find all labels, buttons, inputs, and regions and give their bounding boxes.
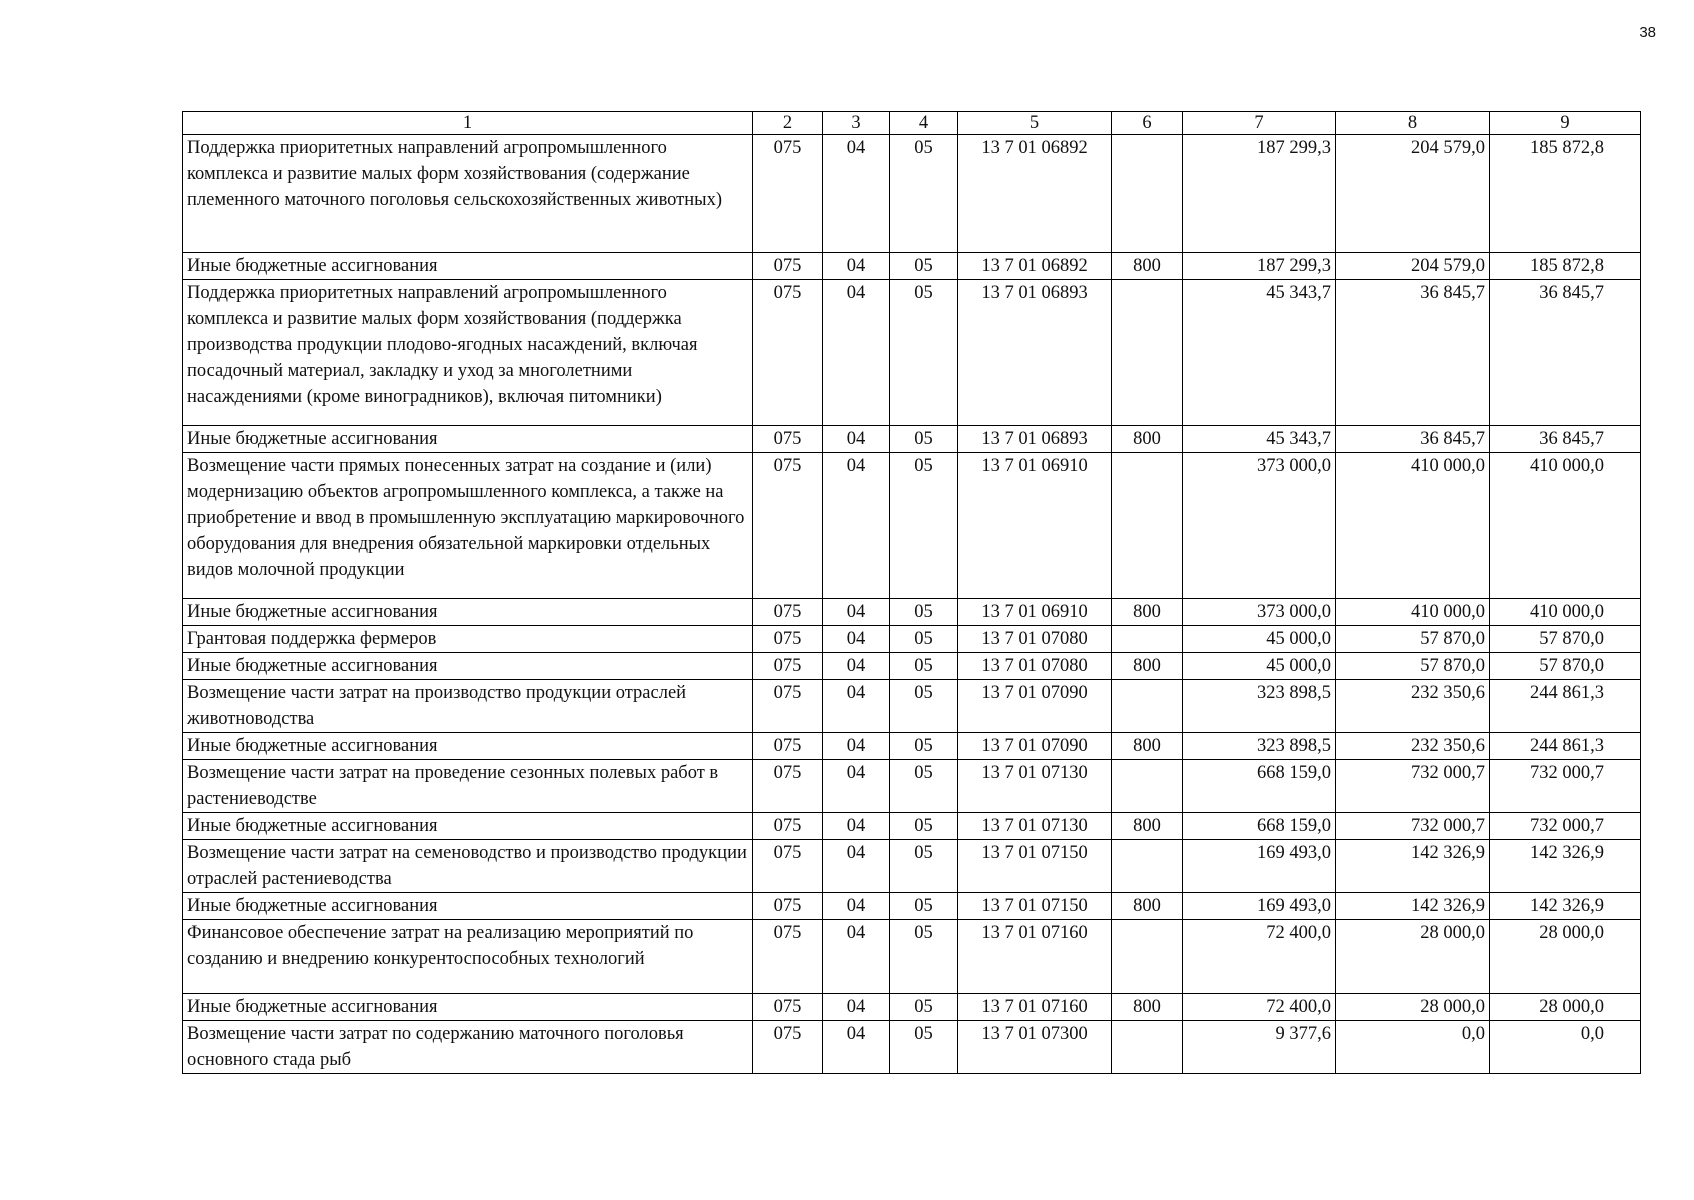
row-value-8-cell: 732 000,7 <box>1336 813 1490 840</box>
row-code-5-cell: 13 7 01 07130 <box>958 760 1112 813</box>
row-code-2-cell: 075 <box>753 453 823 599</box>
table-row <box>183 135 1641 253</box>
row-code-5-cell: 13 7 01 06910 <box>958 453 1112 599</box>
row-value-8-cell: 142 326,9 <box>1336 893 1490 920</box>
row-value-7-cell: 323 898,5 <box>1183 733 1336 760</box>
row-value-9-cell: 732 000,7 <box>1490 813 1641 840</box>
row-value-7-cell: 45 343,7 <box>1183 426 1336 453</box>
row-value-9-cell: 28 000,0 <box>1490 994 1641 1021</box>
row-code-2-cell: 075 <box>753 253 823 280</box>
row-code-6-cell <box>1112 840 1183 893</box>
row-code-6-cell: 800 <box>1112 733 1183 760</box>
row-code-2-cell: 075 <box>753 920 823 994</box>
table-row <box>183 680 1641 733</box>
table-row <box>183 733 1641 760</box>
column-header-3: 3 <box>823 112 890 135</box>
table-body <box>183 135 1641 1074</box>
row-code-6-cell <box>1112 680 1183 733</box>
row-name-cell: Иные бюджетные ассигнования <box>183 599 753 626</box>
row-value-8-cell: 36 845,7 <box>1336 426 1490 453</box>
table-row <box>183 453 1641 599</box>
row-value-7-cell: 668 159,0 <box>1183 813 1336 840</box>
row-name-cell: Возмещение части затрат на семеноводство и производство продукции отраслей растениеводства <box>183 840 753 893</box>
row-code-2-cell: 075 <box>753 426 823 453</box>
row-value-9-cell: 410 000,0 <box>1490 453 1641 599</box>
column-header-2: 2 <box>753 112 823 135</box>
row-value-9-cell: 57 870,0 <box>1490 626 1641 653</box>
table-row <box>183 1021 1641 1074</box>
row-code-2-cell: 075 <box>753 1021 823 1074</box>
row-code-2-cell: 075 <box>753 994 823 1021</box>
row-code-4-cell: 05 <box>890 840 958 893</box>
row-code-6-cell <box>1112 135 1183 253</box>
row-value-8-cell: 232 350,6 <box>1336 680 1490 733</box>
row-code-3-cell: 04 <box>823 840 890 893</box>
row-name-cell: Грантовая поддержка фермеров <box>183 626 753 653</box>
row-code-4-cell: 05 <box>890 135 958 253</box>
row-code-3-cell: 04 <box>823 680 890 733</box>
row-code-5-cell: 13 7 01 06893 <box>958 280 1112 426</box>
row-value-8-cell: 204 579,0 <box>1336 253 1490 280</box>
table-row <box>183 920 1641 994</box>
row-value-7-cell: 187 299,3 <box>1183 253 1336 280</box>
column-header-9: 9 <box>1490 112 1641 135</box>
page-number: 38 <box>1639 24 1656 41</box>
row-code-5-cell: 13 7 01 07300 <box>958 1021 1112 1074</box>
row-name-cell: Возмещение части затрат по содержанию маточного поголовья основного стада рыб <box>183 1021 753 1074</box>
row-name-cell: Возмещение части затрат на производство продукции отраслей животноводства <box>183 680 753 733</box>
table-row <box>183 599 1641 626</box>
row-code-6-cell: 800 <box>1112 893 1183 920</box>
row-code-5-cell: 13 7 01 07080 <box>958 653 1112 680</box>
row-code-5-cell: 13 7 01 06892 <box>958 253 1112 280</box>
row-value-9-cell: 142 326,9 <box>1490 840 1641 893</box>
row-value-7-cell: 373 000,0 <box>1183 599 1336 626</box>
table-row <box>183 813 1641 840</box>
row-code-4-cell: 05 <box>890 760 958 813</box>
row-code-2-cell: 075 <box>753 599 823 626</box>
row-code-4-cell: 05 <box>890 994 958 1021</box>
row-code-4-cell: 05 <box>890 599 958 626</box>
row-value-7-cell: 45 000,0 <box>1183 653 1336 680</box>
row-code-5-cell: 13 7 01 07150 <box>958 893 1112 920</box>
row-code-2-cell: 075 <box>753 680 823 733</box>
row-code-5-cell: 13 7 01 06893 <box>958 426 1112 453</box>
row-code-3-cell: 04 <box>823 733 890 760</box>
row-code-5-cell: 13 7 01 06910 <box>958 599 1112 626</box>
table-row <box>183 760 1641 813</box>
row-code-5-cell: 13 7 01 06892 <box>958 135 1112 253</box>
row-code-4-cell: 05 <box>890 280 958 426</box>
row-name-cell: Иные бюджетные ассигнования <box>183 253 753 280</box>
row-code-5-cell: 13 7 01 07080 <box>958 626 1112 653</box>
row-name-cell: Иные бюджетные ассигнования <box>183 426 753 453</box>
row-value-7-cell: 668 159,0 <box>1183 760 1336 813</box>
row-value-7-cell: 72 400,0 <box>1183 920 1336 994</box>
row-code-3-cell: 04 <box>823 599 890 626</box>
row-code-5-cell: 13 7 01 07160 <box>958 920 1112 994</box>
row-value-7-cell: 9 377,6 <box>1183 1021 1336 1074</box>
row-code-4-cell: 05 <box>890 733 958 760</box>
row-code-6-cell <box>1112 280 1183 426</box>
row-name-cell: Возмещение части прямых понесенных затрат на создание и (или) модернизацию объектов агропромышленного комплекса, а также на приобретение и ввод в промышленную эксплуатацию маркировочного оборудования для внедрения обязательной маркировки отдельных видов молочной продукции <box>183 453 753 599</box>
row-code-6-cell <box>1112 453 1183 599</box>
row-value-8-cell: 57 870,0 <box>1336 653 1490 680</box>
row-value-8-cell: 410 000,0 <box>1336 453 1490 599</box>
table-row <box>183 994 1641 1021</box>
row-code-6-cell <box>1112 760 1183 813</box>
row-value-9-cell: 244 861,3 <box>1490 733 1641 760</box>
row-code-5-cell: 13 7 01 07150 <box>958 840 1112 893</box>
row-code-6-cell: 800 <box>1112 599 1183 626</box>
row-code-4-cell: 05 <box>890 1021 958 1074</box>
row-value-7-cell: 373 000,0 <box>1183 453 1336 599</box>
row-value-7-cell: 72 400,0 <box>1183 994 1336 1021</box>
row-value-9-cell: 185 872,8 <box>1490 253 1641 280</box>
row-code-6-cell: 800 <box>1112 653 1183 680</box>
row-value-8-cell: 36 845,7 <box>1336 280 1490 426</box>
row-value-7-cell: 45 343,7 <box>1183 280 1336 426</box>
row-name-cell: Иные бюджетные ассигнования <box>183 893 753 920</box>
row-value-9-cell: 0,0 <box>1490 1021 1641 1074</box>
row-code-5-cell: 13 7 01 07160 <box>958 994 1112 1021</box>
row-code-4-cell: 05 <box>890 813 958 840</box>
row-code-2-cell: 075 <box>753 813 823 840</box>
row-name-cell: Иные бюджетные ассигнования <box>183 733 753 760</box>
row-code-2-cell: 075 <box>753 653 823 680</box>
row-name-cell: Поддержка приоритетных направлений агропромышленного комплекса и развитие малых форм хозяйствования (содержание племенного маточного поголовья сельскохозяйственных животных) <box>183 135 753 253</box>
row-code-6-cell <box>1112 920 1183 994</box>
row-value-8-cell: 142 326,9 <box>1336 840 1490 893</box>
column-header-8: 8 <box>1336 112 1490 135</box>
row-code-3-cell: 04 <box>823 626 890 653</box>
row-code-4-cell: 05 <box>890 253 958 280</box>
row-value-8-cell: 732 000,7 <box>1336 760 1490 813</box>
row-code-4-cell: 05 <box>890 653 958 680</box>
row-code-6-cell: 800 <box>1112 426 1183 453</box>
row-code-2-cell: 075 <box>753 760 823 813</box>
row-value-7-cell: 169 493,0 <box>1183 893 1336 920</box>
row-code-3-cell: 04 <box>823 426 890 453</box>
row-value-7-cell: 45 000,0 <box>1183 626 1336 653</box>
row-value-8-cell: 28 000,0 <box>1336 920 1490 994</box>
row-code-6-cell: 800 <box>1112 253 1183 280</box>
row-value-8-cell: 57 870,0 <box>1336 626 1490 653</box>
row-value-9-cell: 732 000,7 <box>1490 760 1641 813</box>
row-code-3-cell: 04 <box>823 893 890 920</box>
row-code-2-cell: 075 <box>753 626 823 653</box>
row-name-cell: Финансовое обеспечение затрат на реализацию мероприятий по созданию и внедрению конкурентоспособных технологий <box>183 920 753 994</box>
row-code-2-cell: 075 <box>753 733 823 760</box>
row-value-8-cell: 410 000,0 <box>1336 599 1490 626</box>
column-header-6: 6 <box>1112 112 1183 135</box>
row-value-9-cell: 185 872,8 <box>1490 135 1641 253</box>
row-code-2-cell: 075 <box>753 280 823 426</box>
budget-table <box>182 111 1641 1074</box>
row-code-3-cell: 04 <box>823 994 890 1021</box>
row-name-cell: Иные бюджетные ассигнования <box>183 653 753 680</box>
row-code-4-cell: 05 <box>890 453 958 599</box>
row-value-8-cell: 232 350,6 <box>1336 733 1490 760</box>
row-code-3-cell: 04 <box>823 280 890 426</box>
row-code-3-cell: 04 <box>823 135 890 253</box>
row-code-4-cell: 05 <box>890 893 958 920</box>
table-row <box>183 840 1641 893</box>
column-header-7: 7 <box>1183 112 1336 135</box>
row-value-7-cell: 187 299,3 <box>1183 135 1336 253</box>
row-value-9-cell: 410 000,0 <box>1490 599 1641 626</box>
row-code-2-cell: 075 <box>753 840 823 893</box>
row-code-3-cell: 04 <box>823 920 890 994</box>
row-code-3-cell: 04 <box>823 253 890 280</box>
row-code-6-cell <box>1112 1021 1183 1074</box>
row-code-5-cell: 13 7 01 07090 <box>958 733 1112 760</box>
table-row <box>183 280 1641 426</box>
row-code-4-cell: 05 <box>890 626 958 653</box>
row-code-4-cell: 05 <box>890 680 958 733</box>
row-code-3-cell: 04 <box>823 1021 890 1074</box>
row-value-9-cell: 28 000,0 <box>1490 920 1641 994</box>
column-header-4: 4 <box>890 112 958 135</box>
table-row <box>183 893 1641 920</box>
row-code-4-cell: 05 <box>890 426 958 453</box>
row-code-3-cell: 04 <box>823 453 890 599</box>
table-row <box>183 653 1641 680</box>
row-value-9-cell: 36 845,7 <box>1490 280 1641 426</box>
row-value-9-cell: 36 845,7 <box>1490 426 1641 453</box>
row-code-6-cell <box>1112 626 1183 653</box>
row-code-6-cell: 800 <box>1112 994 1183 1021</box>
row-value-8-cell: 0,0 <box>1336 1021 1490 1074</box>
table-row <box>183 426 1641 453</box>
row-value-9-cell: 57 870,0 <box>1490 653 1641 680</box>
row-code-3-cell: 04 <box>823 813 890 840</box>
row-name-cell: Поддержка приоритетных направлений агропромышленного комплекса и развитие малых форм хозяйствования (поддержка производства продукции плодово-ягодных насаждений, включая посадочный материал, закладку и уход за многолетними насаждениями (кроме виноградников), включая питомники) <box>183 280 753 426</box>
row-code-5-cell: 13 7 01 07130 <box>958 813 1112 840</box>
row-code-5-cell: 13 7 01 07090 <box>958 680 1112 733</box>
row-value-8-cell: 28 000,0 <box>1336 994 1490 1021</box>
column-header-5: 5 <box>958 112 1112 135</box>
table-row <box>183 626 1641 653</box>
row-code-6-cell: 800 <box>1112 813 1183 840</box>
row-value-9-cell: 244 861,3 <box>1490 680 1641 733</box>
row-value-8-cell: 204 579,0 <box>1336 135 1490 253</box>
row-value-7-cell: 169 493,0 <box>1183 840 1336 893</box>
row-value-7-cell: 323 898,5 <box>1183 680 1336 733</box>
column-header-1: 1 <box>183 112 753 135</box>
row-name-cell: Иные бюджетные ассигнования <box>183 994 753 1021</box>
row-name-cell: Иные бюджетные ассигнования <box>183 813 753 840</box>
row-code-4-cell: 05 <box>890 920 958 994</box>
row-code-2-cell: 075 <box>753 135 823 253</box>
row-code-3-cell: 04 <box>823 653 890 680</box>
table-row <box>183 253 1641 280</box>
row-code-2-cell: 075 <box>753 893 823 920</box>
row-code-3-cell: 04 <box>823 760 890 813</box>
header-row <box>183 112 1641 135</box>
row-name-cell: Возмещение части затрат на проведение сезонных полевых работ в растениеводстве <box>183 760 753 813</box>
row-value-9-cell: 142 326,9 <box>1490 893 1641 920</box>
